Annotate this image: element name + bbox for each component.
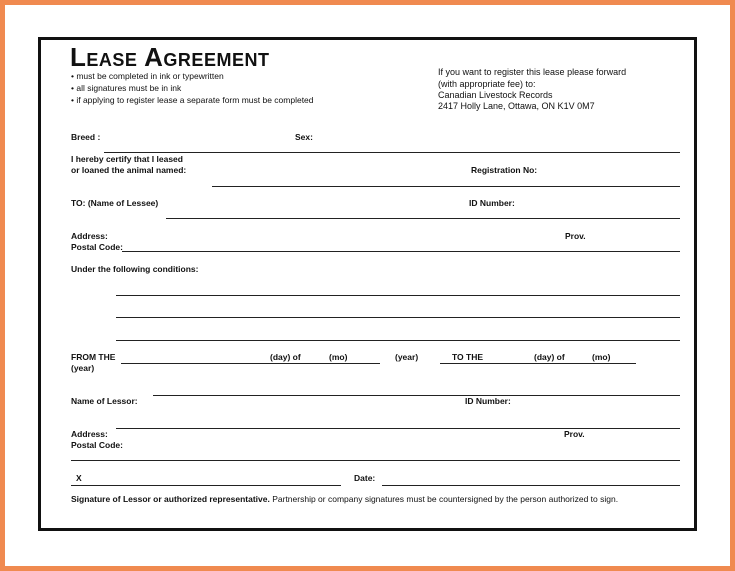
registration-no-label: Registration No: bbox=[471, 165, 538, 175]
from-the-label: FROM THE bbox=[71, 352, 116, 362]
lessor-postal-field[interactable] bbox=[71, 460, 680, 461]
lessee-prov-label: Prov. bbox=[565, 231, 586, 241]
lessee-address-field[interactable] bbox=[122, 251, 680, 252]
instruction-register: • if applying to register lease a separate form must be completed bbox=[71, 95, 314, 105]
register-note-line-2: (with appropriate fee) to: bbox=[438, 79, 536, 89]
lessor-postal-label: Postal Code: bbox=[71, 440, 123, 450]
lessor-address-label: Address: bbox=[71, 429, 108, 439]
lessor-name-label: Name of Lessor: bbox=[71, 396, 138, 406]
certify-line-1: I hereby certify that I leased bbox=[71, 154, 183, 164]
lessor-id-label: ID Number: bbox=[465, 396, 511, 406]
register-note-line-4: 2417 Holly Lane, Ottawa, ON K1V 0M7 bbox=[438, 101, 595, 111]
to-year-label: (year) bbox=[71, 363, 95, 373]
from-day-label: (day) of bbox=[270, 352, 301, 362]
from-date-field[interactable] bbox=[121, 363, 380, 364]
lessee-name-field[interactable] bbox=[166, 218, 680, 219]
signature-date-field[interactable] bbox=[382, 485, 680, 486]
signature-note-bold: Signature of Lessor or authorized representative. bbox=[71, 494, 270, 504]
signature-field[interactable] bbox=[71, 485, 341, 486]
certify-line-2: or loaned the animal named: bbox=[71, 165, 187, 175]
lessee-name-label: TO: (Name of Lessee) bbox=[71, 198, 159, 208]
form-title: Lease Agreement bbox=[70, 42, 270, 72]
register-note-line-1: If you want to register this lease please forward bbox=[438, 67, 627, 77]
to-the-label: TO THE bbox=[452, 352, 484, 362]
lessor-prov-label: Prov. bbox=[564, 429, 585, 439]
conditions-label: Under the following conditions: bbox=[71, 264, 199, 274]
signature-note bbox=[71, 494, 618, 505]
breed-sex-field[interactable] bbox=[104, 152, 680, 153]
signature-note-rest: Partnership or company signatures must be countersigned by the person authorized to sign. bbox=[269, 494, 619, 504]
instruction-ink: • must be completed in ink or typewritten bbox=[71, 71, 224, 81]
sex-label: Sex: bbox=[295, 132, 313, 142]
lessor-address-field[interactable] bbox=[116, 428, 680, 429]
conditions-line-2[interactable] bbox=[116, 317, 680, 318]
lessee-address-label: Address: bbox=[71, 231, 108, 241]
to-day-label: (day) of bbox=[534, 352, 565, 362]
lessee-id-label: ID Number: bbox=[469, 198, 515, 208]
conditions-line-3[interactable] bbox=[116, 340, 680, 341]
to-month-label: (mo) bbox=[592, 352, 611, 362]
date-label: Date: bbox=[354, 473, 376, 483]
register-note-line-3: Canadian Livestock Records bbox=[438, 90, 553, 100]
to-date-field[interactable] bbox=[440, 363, 636, 364]
signature-x-mark: X bbox=[76, 473, 82, 483]
instruction-signatures: • all signatures must be in ink bbox=[71, 83, 182, 93]
lessee-postal-label: Postal Code: bbox=[71, 242, 123, 252]
from-year-label: (year) bbox=[395, 352, 419, 362]
from-month-label: (mo) bbox=[329, 352, 348, 362]
animal-name-field[interactable] bbox=[212, 186, 680, 187]
conditions-line-1[interactable] bbox=[116, 295, 680, 296]
breed-label: Breed : bbox=[71, 132, 101, 142]
lessor-name-field[interactable] bbox=[153, 395, 680, 396]
lease-form bbox=[38, 37, 697, 531]
